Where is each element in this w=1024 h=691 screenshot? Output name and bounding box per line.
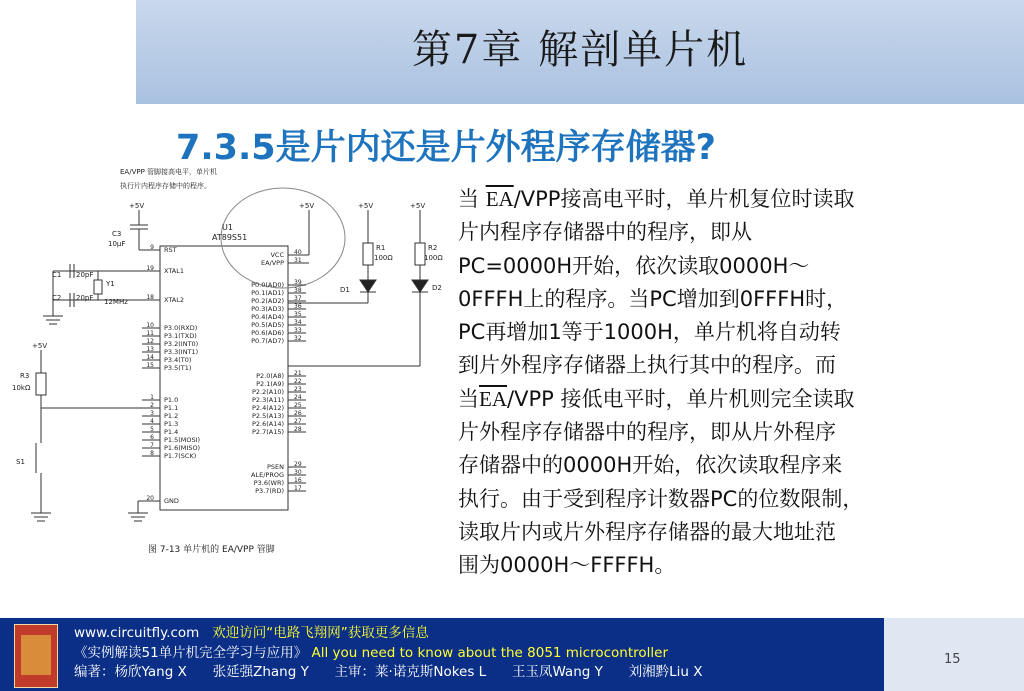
pin-number: 13 <box>146 346 154 353</box>
vcc-label-4: +5V <box>410 202 426 210</box>
r1-ref: R1 <box>376 244 386 252</box>
body-line <box>458 349 1006 382</box>
pin-name: P0.7(AD7) <box>251 337 284 345</box>
pin-name: P0.1(AD1) <box>251 289 284 297</box>
pin-number: 21 <box>294 370 302 377</box>
body-fragment: 围为0000H～FFFFH。 <box>458 553 676 578</box>
pin-number: 17 <box>294 485 302 492</box>
body-fragment: PC=0000H开始，依次读取0000H～ <box>458 253 810 278</box>
pin-number: 4 <box>150 418 154 425</box>
pin-number: 15 <box>146 362 154 369</box>
page-number: 15 <box>944 652 961 667</box>
pin-name: P3.7(RD) <box>255 487 284 495</box>
pin-number: 10 <box>146 322 154 329</box>
c2-val: 20pF <box>76 294 94 302</box>
body-line <box>458 316 1006 349</box>
vcc-label-1: +5V <box>129 202 145 210</box>
pin-name: PSEN <box>266 463 284 471</box>
chapter-title: 第7章 解剖单片机 <box>411 27 749 73</box>
footer-text <box>74 624 702 683</box>
pin-name: P0.6(AD6) <box>251 329 284 337</box>
pin-name: P0.3(AD3) <box>251 305 284 313</box>
body-fragment: /VPP接高电平时，单片机复位时读取 <box>513 187 855 211</box>
r3-ref: R3 <box>20 372 30 380</box>
c3-val: 10μF <box>108 240 126 248</box>
pin-number: 38 <box>294 287 302 294</box>
pin-number: 32 <box>294 335 302 342</box>
pin-number: 25 <box>294 402 302 409</box>
r1-val: 100Ω <box>374 254 393 262</box>
pin-name: VCC <box>270 251 284 259</box>
pin-name: P3.0(RXD) <box>164 324 198 332</box>
y1-ref: Y1 <box>106 280 115 288</box>
pin-number: 22 <box>294 378 302 385</box>
pin-name: P1.5(MOSI) <box>164 436 201 444</box>
section-title: 7.3.5是片内还是片外程序存储器? <box>176 128 716 168</box>
pin-name: P2.2(A10) <box>251 388 284 396</box>
pin-name: P1.1 <box>164 404 179 412</box>
pin-name: P0.4(AD4) <box>251 313 284 321</box>
pin-number: 7 <box>150 442 154 449</box>
pin-name: P3.5(T1) <box>164 364 192 372</box>
pin-name: EA/VPP <box>260 259 284 267</box>
pin-name: ALE/PROG <box>251 471 284 479</box>
vcc-label-2: +5V <box>299 202 315 210</box>
body-fragment: /VPP 接低电平时，单片机则完全读取 <box>507 386 855 411</box>
c3-ref: C3 <box>112 230 122 238</box>
pin-number: 20 <box>146 495 154 502</box>
book-cover-icon <box>14 624 58 688</box>
pin-number: 19 <box>146 265 154 272</box>
figure-note-1: EA/VPP 管脚接高电平，单片机 <box>120 168 218 176</box>
footer-authors: 编著：杨欣Yang X 张延强Zhang Y 主审：莱·诺克斯Nokes L 王玉凤Wang Y 刘湘黔Liu X <box>74 664 703 680</box>
pin-name: RST <box>164 246 177 254</box>
body-line <box>458 250 1006 283</box>
pin-name: P1.3 <box>164 420 179 428</box>
footer-bar <box>0 618 884 691</box>
body-fragment: 读取片内或片外程序存储器的最大地址范 <box>458 519 836 544</box>
pin-name: P1.4 <box>164 428 179 436</box>
y1-val: 12MHz <box>104 298 128 306</box>
body-line <box>458 483 1006 516</box>
pin-name: P0.5(AD5) <box>251 321 284 329</box>
pin-name: XTAL2 <box>164 296 185 304</box>
footer-book-title: 《实例解读51单片机完全学习与应用》 <box>74 644 308 661</box>
pin-name: P1.2 <box>164 412 179 420</box>
body-line <box>458 549 1006 582</box>
body-fragment: 到片外程序存储器上执行其中的程序。而 <box>458 353 836 378</box>
pin-name: P2.0(A8) <box>256 372 284 380</box>
vcc-label-5: +5V <box>32 342 48 350</box>
body-line <box>458 516 1006 549</box>
pin-number: 3 <box>150 410 154 417</box>
pin-number: 2 <box>150 402 154 409</box>
pin-number: 6 <box>150 434 154 441</box>
s1-ref: S1 <box>16 458 25 466</box>
pin-number: 12 <box>146 338 154 345</box>
pin-name: XTAL1 <box>164 267 185 275</box>
pin-name: P3.6(WR) <box>253 479 284 487</box>
schematic-figure <box>8 168 448 563</box>
pin-number: 37 <box>294 295 302 302</box>
pin-name: P0.2(AD2) <box>251 297 284 305</box>
pin-number: 40 <box>294 249 302 256</box>
ea-overline-text: $\overline{EA}$ <box>479 386 507 411</box>
pin-number: 31 <box>294 257 302 264</box>
body-fragment: 当 <box>458 187 486 211</box>
body-line <box>458 449 1006 482</box>
pin-number: 39 <box>294 279 302 286</box>
pin-number: 14 <box>146 354 154 361</box>
c2-ref: C2 <box>52 294 62 302</box>
ea-overline-text: $\overline{EA}$ <box>485 187 514 211</box>
body-fragment: 执行。由于受到程序计数器PC的位数限制， <box>458 486 864 511</box>
pin-name: P2.3(A11) <box>251 396 284 404</box>
body-line <box>458 383 1006 416</box>
c1-val: 20pF <box>76 271 94 279</box>
footer-book-en: All you need to know about the 8051 microcontroller <box>311 644 669 661</box>
body-paragraph <box>458 183 1006 583</box>
r3-val: 10kΩ <box>12 384 31 392</box>
pin-number: 30 <box>294 469 302 476</box>
body-line <box>458 416 1006 449</box>
r2-ref: R2 <box>428 244 438 252</box>
pin-number: 28 <box>294 426 302 433</box>
body-fragment: PC再增加1等于1000H，单片机将自动转 <box>458 320 841 345</box>
pin-number: 8 <box>150 450 154 457</box>
pin-name: P3.4(T0) <box>164 356 192 364</box>
body-line <box>458 183 1006 216</box>
pin-number: 11 <box>146 330 154 337</box>
pin-number: 18 <box>146 294 154 301</box>
vcc-label-3: +5V <box>358 202 374 210</box>
pin-number: 23 <box>294 386 302 393</box>
pin-number: 5 <box>150 426 154 433</box>
title-band <box>136 0 1024 104</box>
chip-name: AT89S51 <box>212 233 248 242</box>
pin-number: 34 <box>294 319 302 326</box>
pin-number: 9 <box>150 244 154 251</box>
pin-name: P3.3(INT1) <box>164 348 199 356</box>
pin-number: 36 <box>294 303 302 310</box>
pin-name: P1.7(SCK) <box>164 452 197 460</box>
pin-number: 24 <box>294 394 302 401</box>
figure-caption: 图 7-13 单片机的 EA/VPP 管脚 <box>148 545 275 555</box>
pin-number: 27 <box>294 418 302 425</box>
footer-visit-note: 欢迎访问“电路飞翔网”获取更多信息 <box>212 625 429 641</box>
pin-name: P0.0(AD0) <box>251 281 284 289</box>
d1-ref: D1 <box>340 286 350 294</box>
pin-number: 26 <box>294 410 302 417</box>
pin-name: P2.7(A15) <box>251 428 284 436</box>
body-fragment: 0FFFH上的程序。当PC增加到0FFFH时， <box>458 286 848 311</box>
footer-url[interactable]: www.circuitfly.com <box>74 625 200 641</box>
pin-name: P2.5(A13) <box>251 412 284 420</box>
pin-number: 1 <box>150 394 154 401</box>
body-fragment: 片外程序存储器中的程序，即从片外程序 <box>458 420 836 445</box>
pin-name: GND <box>164 497 179 505</box>
pin-name: P2.6(A14) <box>251 420 284 428</box>
body-fragment: 存储器中的0000H开始，依次读取程序来 <box>458 453 843 478</box>
body-fragment: 片内程序存储器中的程序，即从 <box>458 220 752 245</box>
r2-val: 100Ω <box>424 254 443 262</box>
d2-ref: D2 <box>432 284 442 292</box>
pin-number: 35 <box>294 311 302 318</box>
pin-name: P2.4(A12) <box>251 404 284 412</box>
pin-number: 33 <box>294 327 302 334</box>
figure-note-2: 执行片内程序存储中的程序。 <box>120 182 211 190</box>
pin-name: P2.1(A9) <box>256 380 284 388</box>
body-fragment: 当 <box>458 386 479 411</box>
chip-ref: U1 <box>222 223 233 232</box>
c1-ref: C1 <box>52 271 62 279</box>
pin-number: 16 <box>294 477 302 484</box>
body-line <box>458 283 1006 316</box>
pin-number: 29 <box>294 461 302 468</box>
pin-name: P1.0 <box>164 396 179 404</box>
pin-name: P3.2(INT0) <box>164 340 199 348</box>
pin-name: P1.6(MISO) <box>164 444 201 452</box>
body-line <box>458 216 1006 249</box>
pin-name: P3.1(TXD) <box>164 332 197 340</box>
